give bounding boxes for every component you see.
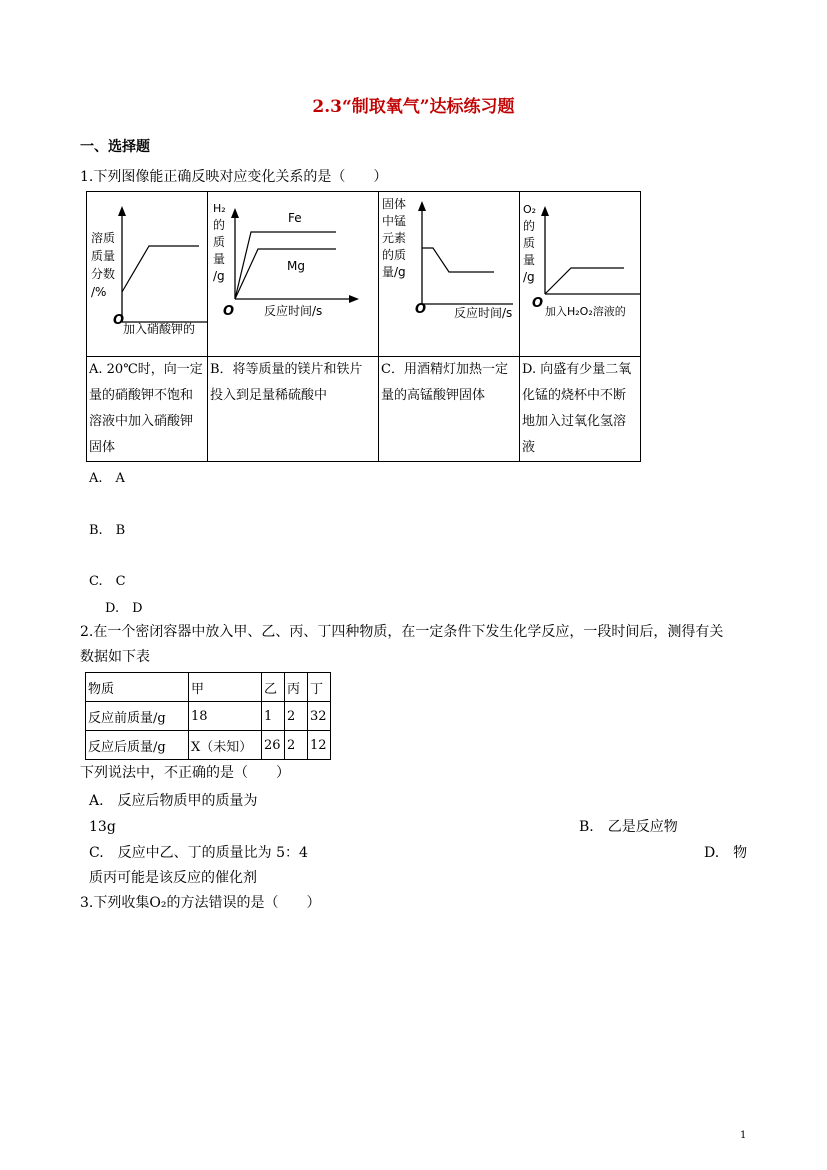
table-header-cell: 丙 (285, 673, 308, 702)
graph-c-ylabel-1: 中锰 (382, 214, 407, 228)
graph-c-ylabel-0: 固体 (382, 197, 407, 211)
graph-c-xlabel: 反应时间/s (454, 306, 513, 320)
graph-b-ylabel-2: 质 (213, 235, 226, 249)
graph-a-ylabel-2: 分数 (91, 267, 116, 281)
table-header-cell: 物质 (86, 673, 189, 702)
q1-desc-a: A. 20℃时，向一定 量的硝酸钾不饱和 溶液中加入硝酸钾 固体 (87, 357, 208, 462)
table-cell: 32 (308, 702, 331, 731)
q1-stem: 1.下列图像能正确反映对应变化关系的是（ ） (80, 169, 388, 185)
q1-graph-b (208, 192, 379, 357)
graph-a-origin: O (113, 313, 125, 328)
table-cell: 反应前质量/g (86, 702, 189, 731)
table-cell: 1 (262, 702, 285, 731)
q2-table (85, 672, 331, 760)
q2-question: 下列说法中，不正确的是（ ） (80, 765, 290, 781)
q1-option-d: D. D (105, 601, 143, 616)
graph-c-ylabel-2: 元素 (382, 231, 407, 245)
table-cell: 反应后质量/g (86, 731, 189, 760)
q1-desc-c: C．用酒精灯加热一定 量的高锰酸钾固体 (379, 357, 520, 462)
q1-option-a: A. A (89, 471, 125, 486)
table-cell: 2 (285, 731, 308, 760)
graph-c-svg (379, 192, 519, 352)
graph-a-ylabel-3: /% (91, 285, 107, 299)
q1-graph-d (520, 192, 641, 357)
graph-d-ylabel-3: 量 (523, 253, 536, 267)
graph-b-origin: O (223, 304, 235, 319)
graph-d-xlabel: 加入H₂O₂溶液的 (545, 305, 626, 318)
graph-d-ylabel-1: 的 (523, 219, 536, 233)
q2-option-d-line1: D. 物 (704, 845, 748, 861)
graph-d-ylabel-2: 质 (523, 236, 536, 250)
table-header-cell: 甲 (189, 673, 262, 702)
table-row (86, 702, 331, 731)
series-label-mg: Mg (287, 259, 305, 273)
q2-option-a-line1: A. 反应后物质甲的质量为 (89, 793, 258, 809)
graph-d-ylabel-0: O₂ (523, 203, 537, 216)
section-heading: 一、选择题 (80, 139, 150, 155)
graph-b-svg (208, 192, 378, 352)
q2-option-c: C. 反应中乙、丁的质量比为 5：4 (89, 845, 308, 861)
graph-c-ylabel-3: 的质 (382, 248, 407, 262)
table-row (86, 673, 331, 702)
table-cell: 18 (189, 702, 262, 731)
series-label-fe: Fe (288, 211, 302, 225)
graph-a-svg (87, 192, 207, 352)
q2-stem-line1: 2.在一个密闭容器中放入甲、乙、丙、丁四种物质，在一定条件下发生化学反应，一段时间后，测得有关 (80, 624, 724, 640)
graph-b-ylabel-4: /g (213, 269, 225, 283)
graph-a-ylabel-1: 质量 (91, 249, 116, 263)
page-number: 1 (740, 1130, 747, 1141)
graph-b-ylabel-3: 量 (213, 252, 226, 266)
q2-option-d-line2: 质丙可能是该反应的催化剂 (89, 870, 257, 886)
q1-option-c: C. C (89, 574, 126, 589)
table-header-cell: 丁 (308, 673, 331, 702)
q2-option-a-line2: 13g (89, 819, 116, 835)
q1-graph-c (379, 192, 520, 357)
table-cell: X（未知） (189, 731, 262, 760)
table-cell: 2 (285, 702, 308, 731)
table-header-cell: 乙 (262, 673, 285, 702)
graph-d-ylabel-4: /g (523, 270, 535, 284)
table-row (86, 731, 331, 760)
q2-stem-line2: 数据如下表 (80, 649, 150, 665)
q1-option-b: B. B (89, 523, 126, 538)
q1-graph-a (87, 192, 208, 357)
q1-table (86, 191, 641, 462)
graph-d-origin: O (532, 296, 544, 311)
table-cell: 26 (262, 731, 285, 760)
page-title: 2.3“制取氧气”达标练习题 (312, 97, 515, 117)
table-cell: 12 (308, 731, 331, 760)
graph-a-ylabel-0: 溶质 (91, 231, 116, 245)
graph-b-ylabel-0: H₂ (213, 202, 226, 215)
graph-b-xlabel: 反应时间/s (264, 304, 323, 318)
q3-stem: 3.下列收集O₂的方法错误的是（ ） (80, 895, 321, 911)
q1-desc-b: B．将等质量的镁片和铁片 投入到足量稀硫酸中 (208, 357, 379, 462)
graph-c-origin: O (415, 302, 427, 317)
q1-desc-d: D. 向盛有少量二氧 化锰的烧杯中不断 地加入过氧化氢溶 液 (520, 357, 641, 462)
graph-d-svg (520, 192, 640, 352)
graph-a-xlabel: 加入硝酸钾的 (123, 322, 196, 336)
q2-option-b: B. 乙是反应物 (579, 819, 678, 835)
graph-b-ylabel-1: 的 (213, 218, 226, 232)
graph-c-ylabel-4: 量/g (382, 265, 406, 279)
